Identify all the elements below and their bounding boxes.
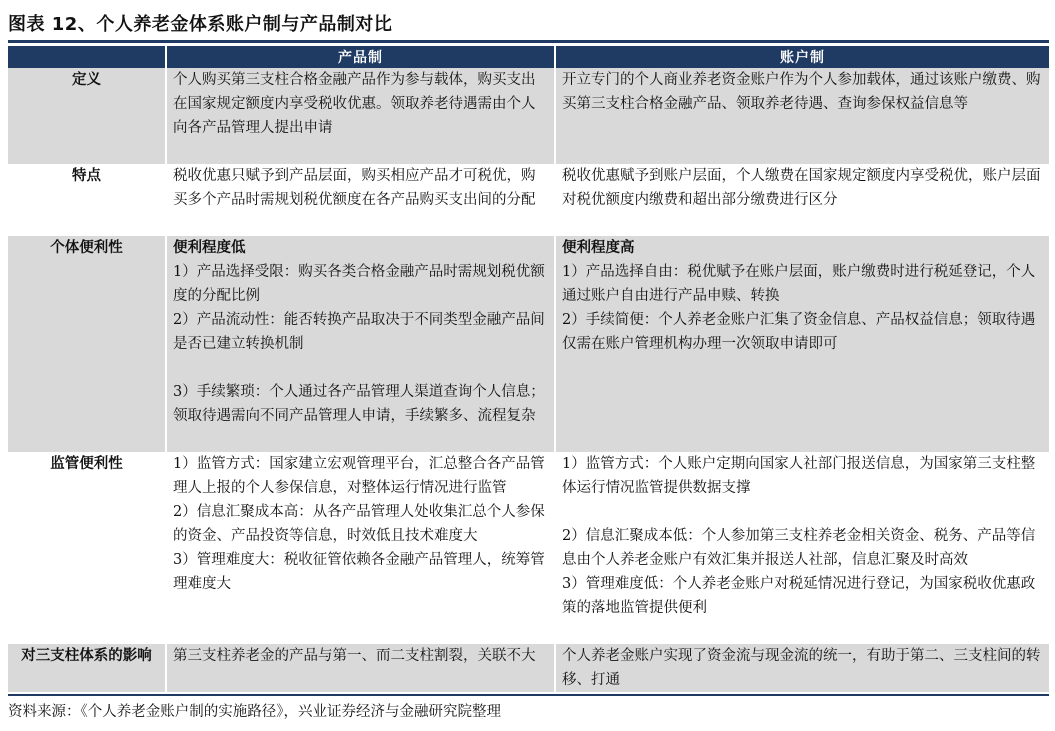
cell-text: 2）产品流动性：能否转换产品取决于不同类型金融产品间是否已建立转换机制 bbox=[173, 312, 545, 352]
table-row-individual-convenience bbox=[8, 236, 1049, 452]
cell-text: 税收优惠赋予到账户层面，个人缴费在国家规定额度内享受税优，账户层面对税优额度内缴费和超出部分缴费进行区分 bbox=[562, 168, 1041, 208]
figure-title: 图表 12、个人养老金体系账户制与产品制对比 bbox=[8, 14, 393, 35]
cell-spacer bbox=[173, 356, 548, 380]
account-cell bbox=[555, 452, 1049, 644]
account-cell bbox=[555, 68, 1049, 164]
cell-text: 税收优惠只赋予到产品层面，购买相应产品才可税优，购买多个产品时需规划税优额度在各产品购买支出间的分配 bbox=[173, 168, 536, 208]
cell-text: 第三支柱养老金的产品与第一、而二支柱割裂，关联不大 bbox=[173, 648, 536, 664]
product-cell bbox=[166, 452, 555, 644]
table-row-definition bbox=[8, 68, 1049, 164]
row-label: 定义 bbox=[8, 68, 166, 164]
cell-text: 3）管理难度低：个人养老金账户对税延情况进行登记，为国家税收优惠政策的落地监管提供便利 bbox=[562, 576, 1036, 616]
cell-text: 1）产品选择受限：购买各类合格金融产品时需规划税优额度的分配比例 bbox=[173, 264, 545, 304]
header-product-system: 产品制 bbox=[166, 46, 555, 68]
table-row-pillar-impact bbox=[8, 644, 1049, 692]
table-bottom-divider bbox=[8, 694, 1049, 696]
cell-subheading: 便利程度高 bbox=[562, 240, 635, 256]
header-blank bbox=[8, 46, 166, 68]
cell-text: 2）信息汇聚成本低：个人参加第三支柱养老金相关资金、税务、产品等信息由个人养老金账户有效汇集并报送人社部，信息汇聚及时高效 bbox=[562, 528, 1036, 568]
comparison-table bbox=[8, 46, 1049, 692]
cell-text: 1）产品选择自由：税优赋予在账户层面，账户缴费时进行税延登记，个人通过账户自由进行产品申赎、转换 bbox=[562, 264, 1036, 304]
cell-text: 2）手续简便：个人养老金账户汇集了资金信息、产品权益信息；领取待遇仅需在账户管理机构办理一次领取申请即可 bbox=[562, 312, 1036, 352]
account-cell bbox=[555, 164, 1049, 236]
cell-text: 开立专门的个人商业养老资金账户作为个人参加载体，通过该账户缴费、购买第三支柱合格金融产品、领取养老待遇、查询参保权益信息等 bbox=[562, 72, 1041, 112]
cell-subheading: 便利程度低 bbox=[173, 240, 246, 256]
cell-text: 3）手续繁琐：个人通过各产品管理人渠道查询个人信息；领取待遇需向不同产品管理人申请，手续繁多、流程复杂 bbox=[173, 384, 545, 424]
cell-text: 1）监管方式：国家建立宏观管理平台，汇总整合各产品管理人上报的个人参保信息，对整体运行情况进行监管 bbox=[173, 456, 545, 496]
cell-spacer bbox=[562, 500, 1043, 524]
product-cell bbox=[166, 164, 555, 236]
title-divider bbox=[8, 40, 1049, 43]
account-cell bbox=[555, 236, 1049, 452]
table-row-features bbox=[8, 164, 1049, 236]
row-label: 个体便利性 bbox=[8, 236, 166, 452]
row-label: 对三支柱体系的影响 bbox=[8, 644, 166, 692]
source-note: 资料来源：《个人养老金账户制的实施路径》，兴业证券经济与金融研究院整理 bbox=[8, 704, 501, 720]
product-cell bbox=[166, 236, 555, 452]
row-label: 监管便利性 bbox=[8, 452, 166, 644]
table-header-row bbox=[8, 46, 1049, 68]
row-label: 特点 bbox=[8, 164, 166, 236]
cell-text: 1）监管方式：个人账户定期向国家人社部门报送信息，为国家第三支柱整体运行情况监管提供数据支撑 bbox=[562, 456, 1036, 496]
table-row-regulatory-convenience bbox=[8, 452, 1049, 644]
account-cell bbox=[555, 644, 1049, 692]
product-cell bbox=[166, 644, 555, 692]
cell-text: 个人养老金账户实现了资金流与现金流的统一，有助于第二、三支柱间的转移、打通 bbox=[562, 648, 1041, 688]
cell-text: 个人购买第三支柱合格金融产品作为参与载体，购买支出在国家规定额度内享受税收优惠。领取养老待遇需由个人向各产品管理人提出申请 bbox=[173, 72, 536, 136]
product-cell bbox=[166, 68, 555, 164]
cell-text: 3）管理难度大：税收征管依赖各金融产品管理人，统筹管理难度大 bbox=[173, 552, 545, 592]
header-account-system: 账户制 bbox=[555, 46, 1049, 68]
cell-text: 2）信息汇聚成本高：从各产品管理人处收集汇总个人参保的资金、产品投资等信息，时效低且技术难度大 bbox=[173, 504, 545, 544]
